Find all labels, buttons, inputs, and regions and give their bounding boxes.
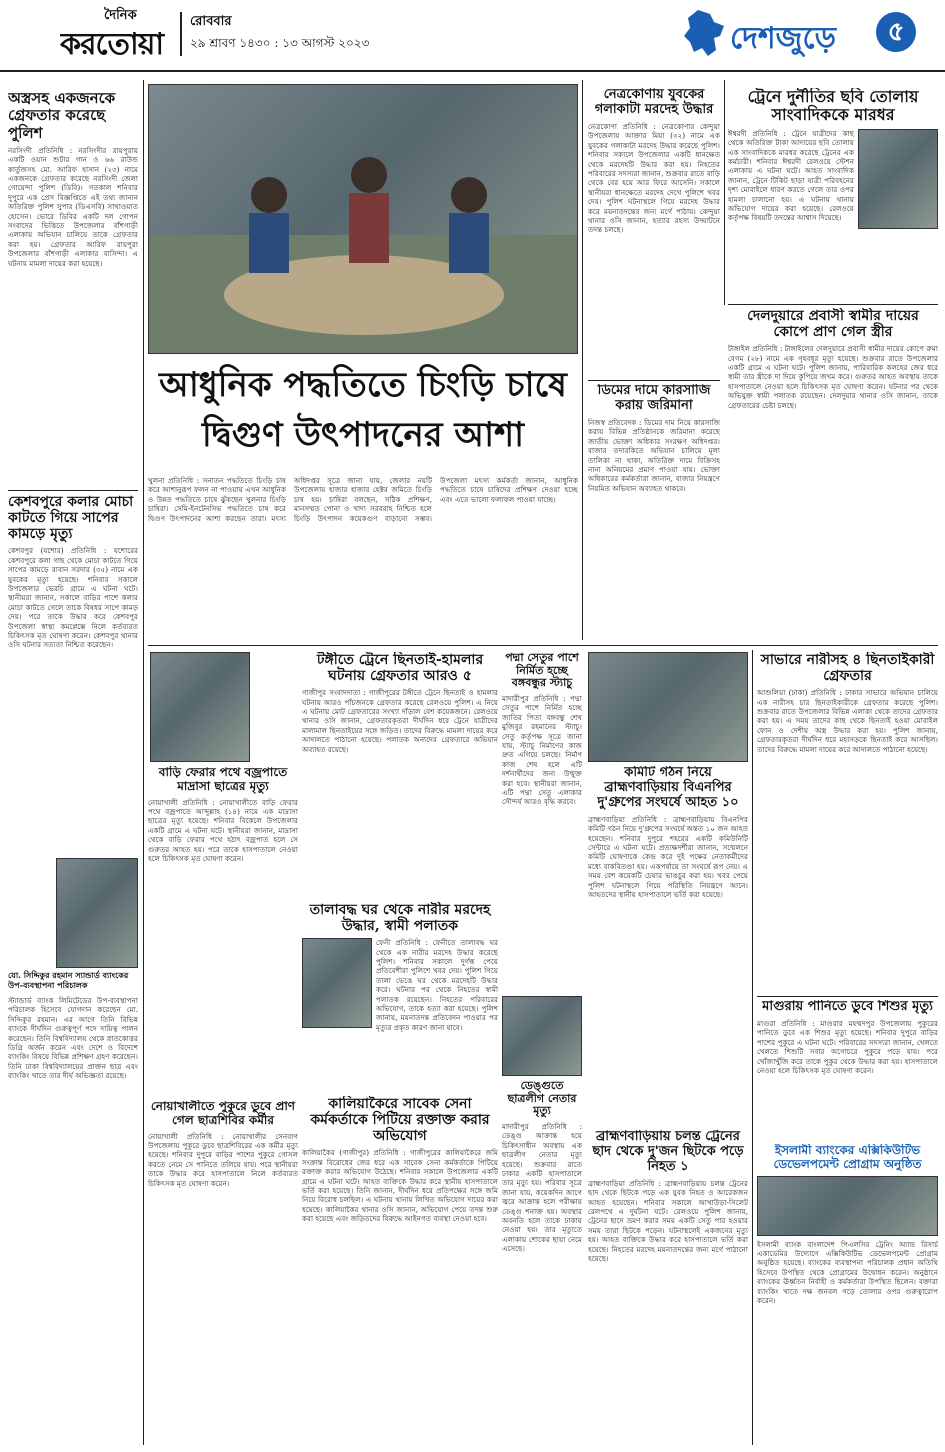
youth-leader-photo [502,996,582,1076]
body: টাঙ্গাইল প্রতিনিধি : টাঙ্গাইলের দেলদুয়ারে প্রবাসী স্বামীর দায়ের কোপে রুমা বেগম (২৮) নামে এক গৃহবধূর মৃত্যু হয়েছে। শুক্রবার রাতে উপজেলার একটি গ্রামে এ ঘটনা ঘটে। পুলিশ জানায়, পারিবারিক কলহের জের ধরে স্বামী তার স্ত্রীকে দা দিয়ে কুপিয়ে জখম করে। গুরুতর আহত অবস্থায় তাকে হাসপাতালে নেওয়া হলে চিকিৎসক মৃত ঘোষণা করেন। ঘটনার পর থেকে অভিযুক্ত স্বামী পলাতক রয়েছেন। দেলদুয়ার থানার ওসি জানান, তাকে গ্রেফতারের চেষ্টা চলছে। [728,344,938,410]
body: ইসলামী ব্যাংক বাংলাদেশ পিএলসির ট্রেনিং অ্যান্ড রিসার্চ একাডেমির উদ্যোগে এক্সিকিউটিভ ডেভেলপমেন্ট প্রোগ্রাম অনুষ্ঠিত হয়েছে। ব্যাংকের ব্যবস্থাপনা পরিচালক প্রধান অতিথি হিসেবে উপস্থিত থেকে প্রোগ্রামের উদ্বোধন করেন। অনুষ্ঠানে ব্যাংকের ঊর্ধ্বতন নির্বাহী ও কর্মকর্তারা উপস্থিত ছিলেন। বক্তারা ব্যাংকিং খাতে দক্ষ জনবল গড়ে তোলার ওপর গুরুত্বারোপ করেন। [757,1239,938,1306]
headline: দেলদুয়ারে প্রবাসী স্বামীর দায়ের কোপে প্রাণ গেল স্ত্রীর [747,308,919,341]
headline: টঙ্গীতে ট্রেনে ছিনতাই-হামলার ঘটনায় গ্রেফতার আরও ৫ [316,652,484,685]
main-headline [148,360,578,472]
shrimp-harvest-photo [148,84,578,354]
body: ঈশ্বরদী প্রতিনিধি : ট্রেনে যাত্রীদের কাছ থেকে অতিরিক্ত টাকা আদায়ের ছবি তোলায় এক সাংবাদিককে মারধর করেছে ট্রেনের এক কর্মচারী। শনিবার ঈশ্বরদী রেলওয়ে স্টেশন এলাকায় এ ঘটনা ঘটে। আহত সাংবাদিক জানান, ট্রেনে টিকিট ছাড়া যাত্রী পরিবহনের দৃশ্য মোবাইলে ধারণ করতে গেলে তার ওপর হামলা চালানো হয়। এ ঘটনায় থানায় অভিযোগ দায়ের করা হয়েছে। রেলওয়ে কর্তৃপক্ষ বিষয়টি তদন্তের আশ্বাস দিয়েছে। [728,128,854,223]
main-article-body [148,476,578,646]
article-bank-appointment [8,970,138,1445]
article-netrokona-body [588,88,720,378]
logo-big: করতোয়া [60,27,164,62]
headline: অস্ত্রসহ একজনকে গ্রেফতার করেছে পুলিশ [8,90,116,142]
journalist-photo [858,129,938,229]
body: কালিয়াকৈর (গাজীপুর) প্রতিনিধি : গাজীপুরের কালিয়াকৈরে জমি সংক্রান্ত বিরোধের জের ধরে এক সাবেক সেনা কর্মকর্তাকে পিটিয়ে রক্তাক্ত করার অভিযোগ উঠেছে। শনিবার সকালে উপজেলার একটি গ্রামে এ ঘটনা ঘটে। আহত ব্যক্তিকে উদ্ধার করে স্থানীয় হাসপাতালে ভর্তি করা হয়েছে। তিনি জানান, দীর্ঘদিন ধরে প্রতিপক্ষের সঙ্গে জমি নিয়ে বিরোধ চলছিল। এ ঘটনায় থানায় লিখিত অভিযোগ দায়ের করা হয়েছে। কালিয়াকৈর থানার ওসি জানান, অভিযোগ পেয়ে তদন্ত শুরু করা হয়েছে এবং জড়িতদের বিরুদ্ধে আইনগত ব্যবস্থা নেওয়া হবে। [302,1148,498,1224]
headline: কালিয়াকৈরে সাবেক সেনা কর্মকর্তাকে পিটিয়ে রক্তাক্ত করার অভিযোগ [310,1096,490,1145]
masthead-day: রোববার [190,14,232,29]
article-padma-statue [502,652,582,992]
article-locked-room [302,902,498,1092]
headline: সাভারে নারীসহ ৪ ছিনতাইকারী গ্রেফতার [760,652,935,685]
article-journalist-beaten [728,88,938,300]
body: নোয়াখালী প্রতিনিধি : নোয়াখালীতে বাড়ি ফেরার পথে বজ্রপাতে আব্দুল্লাহ (১৪) নামে এক মাদ্রাসা ছাত্রের মৃত্যু হয়েছে। শনিবার বিকেলে উপজেলার একটি গ্রামে এ ঘটনা ঘটে। স্থানীয়রা জানান, মাদ্রাসা থেকে বাড়ি ফেরার পথে হঠাৎ বজ্রপাত হলে সে গুরুতর আহত হয়। পরে তাকে হাসপাতালে নেওয়া হলে চিকিৎসক মৃত ঘোষণা করেন। [148,797,298,864]
article-egg-price [588,384,720,639]
article-savar-snatchers [757,652,938,992]
headline: বাড়ি ফেরার পথে বজ্রপাতে মাদ্রাসা ছাত্রের মৃত্যু [158,766,288,793]
portrait-photo [56,858,138,968]
headline-line-1: আধুনিক পদ্ধতিতে চিংড়ি চাষে [159,365,567,405]
student-photo [150,652,250,762]
headline: ইসলামী ব্যাংকের এক্সিকিউটিভ ডেভেলপমেন্ট প্রোগ্রাম অনুষ্ঠিত [773,1144,922,1171]
bank-event-photo [757,1176,938,1236]
headline: ব্রাহ্মণবাড়িয়ায় চলন্ত ট্রেনের ছাদ থেকে দু'জন ছিটকে পড়ে নিহত ১ [592,1130,744,1174]
article-dengue [502,1080,582,1440]
article-arms-arrest [8,90,138,490]
article-tongi-train [302,652,498,897]
body: নোয়াখালী প্রতিনিধি : নোয়াখালীর সেনবাগ উপজেলায় পুকুরে ডুবে ছাত্রশিবিরের এক কর্মীর মৃত্যু হয়েছে। শনিবার দুপুরে বাড়ির পাশের পুকুরে গোসল করতে নেমে সে পানিতে তলিয়ে যায়। পরে স্থানীয়রা তাকে উদ্ধার করে হাসপাতালে নিলে কর্তব্যরত চিকিৎসক মৃত ঘোষণা করেন। [148,1131,298,1188]
body: আশুলিয়া (ঢাকা) প্রতিনিধি : ঢাকার সাভারে অভিযান চালিয়ে এক নারীসহ চার ছিনতাইকারীকে গ্রেফতার করেছে পুলিশ। শুক্রবার রাতে উপজেলার বিভিন্ন এলাকা থেকে তাদের গ্রেফতার করা হয়। এ সময় তাদের কাছ থেকে ছিনতাই হওয়া মোবাইল ফোন ও দেশীয় অস্ত্র উদ্ধার করা হয়। পুলিশ জানায়, গ্রেফতারকৃতরা দীর্ঘদিন ধরে মহাসড়কে ছিনতাই করে আসছিল। তাদের বিরুদ্ধে মামলা দায়ের করে আদালতে পাঠানো হয়েছে। [757,688,938,754]
body: নেত্রকোণা প্রতিনিধি : নেত্রকোণার কেন্দুয়া উপজেলায় আক্তার মিয়া (৩২) নামে এক যুবকের গলাকাটা মরদেহ উদ্ধার করেছে পুলিশ। শনিবার সকালে উপজেলার একটি ধানক্ষেত থেকে মরদেহটি উদ্ধার করা হয়। নিহতের পরিবারের সদস্যরা জানান, শুক্রবার রাতে বাড়ি থেকে বের হয়ে আর ফিরে আসেনি। সকালে স্থানীয়রা ধানক্ষেতে মরদেহ দেখে পুলিশে খবর দেয়। পুলিশ ঘটনাস্থলে গিয়ে মরদেহ উদ্ধার করে ময়নাতদন্তের জন্য মর্গে পাঠায়। কেন্দুয়া থানার ওসি জানান, হত্যার রহস্য উদ্ঘাটনে তদন্ত চলছে। [588,121,720,235]
headline: কমিটি গঠন নিয়ে ব্রাহ্মণবাড়িয়ায় বিএনপির দু'গ্রুপের সংঘর্ষে আহত ১০ [597,766,739,810]
body: কেশবপুর (যশোর) প্রতিনিধি : যশোরের কেশবপুরে কলা গাছ থেকে মোচা কাটতে গিয়ে সাপের কামড়ে রাবান সরদার (৩৫) নামে এক যুবকের মৃত্যু হয়েছে। শনিবার সকালে উপজেলার ভেরচি গ্রামে এ ঘটনা ঘটে। স্থানীয়রা জানান, সকালে বাড়ির পাশে কলার মোচা কাটতে গেলে তাকে বিষধর সাপে কামড় দেয়। পরে তাকে উদ্ধার করে কেশবপুর উপজেলা স্বাস্থ্য কমপ্লেক্সে নিলে কর্তব্যরত চিকিৎসক মৃত ঘোষণা করেন। কেশবপুর থানার ওসি ঘটনার সত্যতা নিশ্চিত করেছেন। [8,546,138,650]
body: ফেনী প্রতিনিধি : ফেনীতে তালাবদ্ধ ঘর থেকে এক নারীর মরদেহ উদ্ধার করেছে পুলিশ। শনিবার সকালে দুর্গন্ধ পেয়ে প্রতিবেশীরা পুলিশে খবর দেয়। পুলিশ গিয়ে তালা ভেঙে ঘর থেকে মরদেহটি উদ্ধার করে। ঘটনার পর থেকে নিহতের স্বামী পলাতক রয়েছেন। নিহতের পরিবারের অভিযোগ, তাকে হত্যা করা হয়েছে। পুলিশ জানায়, ময়নাতদন্ত প্রতিবেদন পাওয়ার পর মৃত্যুর প্রকৃত কারণ জানা যাবে। [376,938,498,1032]
headline: ডিমের দামে কারসাজি করায় জরিমানা [597,384,711,413]
photo-illustration [149,85,578,354]
article-lightning [148,766,298,1096]
article-train-roof [588,1130,748,1442]
body: নিজস্ব প্রতিবেদক : ডিমের দাম নিয়ে কারসাজি করায় বিভিন্ন প্রতিষ্ঠানকে জরিমানা করেছে জাতীয় ভোক্তা অধিকার সংরক্ষণ অধিদপ্তর। বাজার তদারকিতে অভিযান চালিয়ে মূল্য তালিকা না থাকা, অতিরিক্ত দামে বিক্রিসহ নানা অনিয়মের প্রমাণ পাওয়া যায়। ভোক্তা অধিকারের কর্মকর্তারা জানান, বাজার নিয়ন্ত্রণে নিয়মিত অভিযান অব্যাহত থাকবে। [588,417,720,493]
body: খুলনা প্রতিনিধি : সনাতন পদ্ধতিতে চিংড়ি চাষ করে আশানুরূপ ফলন না পাওয়ায় এখন আধুনিক ও উন্নত পদ্ধতিতে চাষে ঝুঁকছেন খুলনার চিংড়ি চাষিরা। সেমি-ইনটেনসিভ পদ্ধতিতে চাষ করে দ্বিগুণ উৎপাদনের আশা করছেন তারা। মৎস্য অধিদপ্তর সূত্রে জানা যায়, জেলার নয়টি উপজেলায় হাজার হাজার হেক্টর জমিতে চিংড়ি চাষ হয়। চাষিরা বলছেন, সঠিক প্রশিক্ষণ, মানসম্মত পোনা ও খাদ্য সরবরাহ নিশ্চিত হলে চিংড়ি উৎপাদন কয়েকগুণ বাড়ানো সম্ভব। উপজেলা মৎস্য কর্মকর্তা জানান, আধুনিক পদ্ধতিতে চাষে চাষিদের প্রশিক্ষণ দেওয়া হচ্ছে এবং এতে ভালো ফলাফল পাওয়া যাচ্ছে। [148,476,578,523]
headline-line-2: দ্বিগুণ উৎপাদনের আশা [201,415,525,455]
masthead-date: ২৯ শ্রাবণ ১৪৩০ : ১৩ আগস্ট ২০২৩ [190,36,370,50]
headline: নেত্রকোণায় যুবকের গলাকাটা মরদেহ উদ্ধার [594,88,714,117]
headline: নোয়াখালীতে পুকুরে ডুবে প্রাণ গেল ছাত্রশিবির কর্মীর [150,1100,296,1127]
article-pond-drowning [148,1100,298,1440]
headline: কেশবপুরে কলার মোচা কাটতে গিয়ে সাপের কামড়ে মৃত্যু [8,494,134,543]
page-number [876,12,916,52]
body: নরসিংদী প্রতিনিধি : নরসিংদীর রায়পুরায় একটি ওয়ান শুটার গান ও ৬৬ রাউন্ড কার্তুজসহ মো. আরিফ হাসান (২৩) নামে একজনকে গ্রেফতার করেছে নরসিংদী জেলা গোয়েন্দা পুলিশ (ডিবি)। গতকাল শনিবার দুপুরে এক প্রেস বিজ্ঞপ্তিতে এই তথ্য জানান অতিরিক্ত পুলিশ সুপার (ডিএসবি) সাখাওয়াত হোসেন। ভোরে ডিবির একটি দল গোপন সংবাদের ভিত্তিতে উপজেলার বাঁশগাড়ী এলাকায় অভিযান চালিয়ে তাকে গ্রেফতার করা হয়। গ্রেফতার আরিফ রায়পুরা উপজেলার বাঁশগাড়ী এলাকার বাসিন্দা। এ ঘটনায় মামলা দায়ের করা হয়েছে। [8,145,138,268]
headline: পদ্মা সেতুর পাশে নির্মিত হচ্ছে বঙ্গবন্ধুর স্ট্যাচু [505,652,579,690]
article-army-officer [302,1096,498,1442]
page-number-text: ৫ [887,17,905,47]
article-islami-bank [757,1144,938,1444]
clash-photo [588,652,748,762]
section-badge [680,8,930,60]
body: মাগুরা প্রতিনিধি : মাগুরার মহম্মদপুর উপজেলায় পুকুরের পানিতে ডুবে এক শিশুর মৃত্যু হয়েছে। শনিবার দুপুরে বাড়ির পাশের পুকুরে এ ঘটনা ঘটে। পরিবারের সদস্যরা জানান, খেলতে খেলতে শিশুটি সবার অগোচরে পুকুরে পড়ে যায়। পরে খোঁজাখুঁজি করে তাকে পুকুর থেকে উদ্ধার করা হয়। হাসপাতালে নেওয়া হলে চিকিৎসক মৃত ঘোষণা করেন। [757,1018,938,1075]
headline: ডেঙ্গুতে ছাত্রলীগ নেতার মৃত্যু [507,1080,577,1118]
article-magura-drowning [757,1000,938,1140]
bangladesh-map-icon [680,8,730,58]
caption: যো. সিদ্দিকুর রহমান স্যান্ডার্ড ব্যাংকের উপ-ব্যবস্থাপনা পরিচালক [8,970,129,990]
article-wife-killed [728,308,938,638]
headline: মাগুরায় পানিতে ডুবে শিশুর মৃত্যু [762,1000,933,1014]
body: ব্রাহ্মণবাড়িয়া প্রতিনিধি : ব্রাহ্মণবাড়িয়ায় চলন্ত ট্রেনের ছাদ থেকে ছিটকে পড়ে এক যুবক নিহত ও আরেকজন আহত হয়েছেন। শনিবার সকালে আখাউড়া-সিলেট রেলপথে এ দুর্ঘটনা ঘটে। রেলওয়ে পুলিশ জানায়, ট্রেনের ছাদে ভ্রমণ করার সময় একটি সেতু পার হওয়ার সময় তারা ছিটকে পড়েন। ঘটনাস্থলেই একজনের মৃত্যু হয়। আহত ব্যক্তিকে উদ্ধার করে হাসপাতালে ভর্তি করা হয়েছে। নিহতের মরদেহ ময়নাতদন্তের জন্য মর্গে পাঠানো হয়েছে। [588,1178,748,1264]
body: গাজীপুর সংবাদদাতা : গাজীপুরের টঙ্গীতে ট্রেনে ছিনতাই ও হামলার ঘটনায় আরও পাঁচজনকে গ্রেফতার করেছে রেলওয়ে পুলিশ। এ নিয়ে এ ঘটনায় মোট গ্রেফতারের সংখ্যা দাঁড়াল বেশ কয়েকজনে। রেলওয়ে থানার ওসি জানান, গ্রেফতারকৃতরা দীর্ঘদিন ধরে ট্রেনে যাত্রীদের মালামাল ছিনতাইয়ের সঙ্গে জড়িত। তাদের বিরুদ্ধে মামলা দায়ের করে আদালতে পাঠানো হয়েছে। পলাতক অন্যদের গ্রেফতারে অভিযান অব্যাহত রয়েছে। [302,688,498,754]
headline: ট্রেনে দুর্নীতির ছবি তোলায় সাংবাদিককে মারধর [747,88,919,125]
article-bnp-clash [588,766,748,1126]
masthead [0,0,945,70]
logo [60,6,175,62]
woman-photo [302,938,372,1028]
article-snakebite [8,494,138,854]
logo-small: দৈনিক [104,8,137,23]
headline: তালাবদ্ধ ঘর থেকে নারীর মরদেহ উদ্ধার, স্বামী পলাতক [309,902,491,935]
body: মাদারীপুর প্রতিনিধি : পদ্মা সেতুর পাশে নির্মিত হচ্ছে জাতির পিতা বঙ্গবন্ধু শেখ মুজিবুর রহমানের স্ট্যাচু। সেতু কর্তৃপক্ষ সূত্রে জানা যায়, স্ট্যাচু নির্মাণের কাজ দ্রুত এগিয়ে চলছে। নির্মাণ কাজ শেষ হলে এটি দর্শনার্থীদের জন্য উন্মুক্ত করা হবে। স্থানীয়রা জানান, এটি পদ্মা সেতু এলাকার সৌন্দর্য আরও বৃদ্ধি করবে। [502,693,582,807]
body: স্ট্যান্ডার্ড ব্যাংক লিমিটেডের উপ-ব্যবস্থাপনা পরিচালক হিসেবে যোগদান করেছেন মো. সিদ্দিকুর রহমান। এর আগে তিনি বিভিন্ন ব্যাংকে দীর্ঘদিন গুরুত্বপূর্ণ পদে দায়িত্ব পালন করেছেন। তিনি বিশ্ববিদ্যালয় থেকে স্নাতকোত্তর ডিগ্রি অর্জন করেন এবং দেশে ও বিদেশে ব্যাংকিং বিষয়ে বিভিন্ন প্রশিক্ষণ গ্রহণ করেছেন। তিনি ঢাকা বিশ্ববিদ্যালয়ের প্রাক্তন ছাত্র এবং ব্যাংকিং খাতে তার দীর্ঘ অভিজ্ঞতা রয়েছে। [8,996,138,1081]
body: মাদারীপুর প্রতিনিধি : ডেঙ্গু আক্রান্ত হয়ে চিকিৎসাধীন অবস্থায় এক ছাত্রলীগ নেতার মৃত্যু হয়েছে। শুক্রবার রাতে ঢাকার একটি হাসপাতালে তার মৃত্যু হয়। পরিবার সূত্রে জানা যায়, কয়েকদিন আগে জ্বরে আক্রান্ত হলে পরীক্ষায় ডেঙ্গু শনাক্ত হয়। অবস্থার অবনতি হলে তাকে ঢাকায় নেওয়া হয়। তার মৃত্যুতে এলাকায় শোকের ছায়া নেমে এসেছে। [502,1121,582,1254]
section-title: দেশজুড়ে [730,21,836,56]
body: ব্রাহ্মণবাড়িয়া প্রতিনিধি : ব্রাহ্মণবাড়িয়ায় বিএনপির কমিটি গঠন নিয়ে দু'গ্রুপের সংঘর্ষে অন্তত ১০ জন আহত হয়েছেন। শনিবার দুপুরে শহরের একটি কমিউনিটি সেন্টারে এ ঘটনা ঘটে। প্রত্যক্ষদর্শীরা জানান, সম্মেলনে কমিটি ঘোষণাকে কেন্দ্র করে দুই পক্ষের নেতাকর্মীদের মধ্যে বাকবিতণ্ডা হয়। একপর্যায়ে তা সংঘর্ষে রূপ নেয়। এ সময় বেশ কয়েকটি চেয়ার ভাঙচুর করা হয়। খবর পেয়ে পুলিশ ঘটনাস্থলে গিয়ে পরিস্থিতি নিয়ন্ত্রণে আনে। আহতদের স্থানীয় হাসপাতালে ভর্তি করা হয়েছে। [588,814,748,900]
